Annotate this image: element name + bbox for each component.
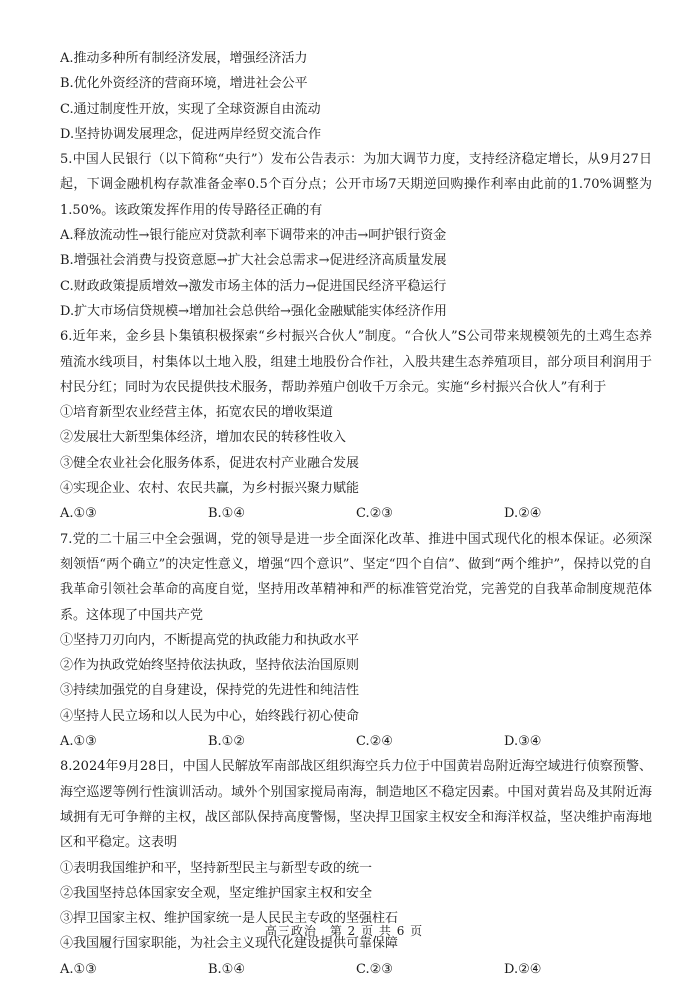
q4-option-a: A.推动多种所有制经济发展，增强经济活力 — [60, 51, 308, 66]
q8-choice-d: D.②④ — [504, 961, 542, 977]
q5-option-b: B.增强社会消费与投资意愿→扩大社会总需求→促进经济高质量发展 — [60, 253, 447, 269]
q4-option-b: B.优化外资经济的营商环境，增进社会公平 — [60, 76, 308, 92]
q8-item-3: ③捍卫国家主权、维护国家统一是人民民主专政的坚强柱石 — [60, 911, 399, 927]
q8-item-2: ②我国坚持总体国家安全观，坚定维护国家主权和安全 — [60, 885, 373, 901]
q6-choice-a: A.①③ — [60, 506, 97, 522]
q7-choice-c: C.②④ — [356, 734, 393, 750]
q8-choice-a: A.①③ — [60, 961, 97, 977]
page-content — [60, 46, 652, 982]
page-footer: 高三政治 第 2 页 共 6 页 — [264, 924, 424, 938]
q8-choices — [60, 957, 652, 982]
q7-item-3: ③持续加强党的自身建设，保持党的先进性和纯洁性 — [60, 683, 360, 699]
q6-choice-b: B.①④ — [208, 506, 245, 522]
q5-option-d: D.扩大市场信贷规模→增加社会总供给→强化金融赋能实体经济作用 — [60, 303, 447, 319]
q4-option-c: C.通过制度性开放，实现了全球资源自由流动 — [60, 101, 321, 117]
q7-choices — [60, 729, 652, 754]
q7-choice-a: A.①③ — [60, 734, 97, 750]
q6-stem: 6.近年来，金乡县卜集镇积极探索“乡村振兴合伙人”制度。“合伙人”S公司带来规模领先的土鸡生态养殖流水线项目，村集体以土地入股，组建土地股份合作社，入股共建生态养殖项目，部分项目利润用于村民分红；同时为农民提供技术服务，帮助养殖户创收千万余元。实施“乡村振兴合伙人”有利于 — [60, 329, 652, 395]
q6-item-4: ④实现企业、农村、农民共赢，为乡村振兴聚力赋能 — [60, 481, 360, 497]
q8-choice-b: B.①④ — [208, 961, 245, 977]
q5-option-a: A.释放流动性→银行能应对贷款利率下调带来的冲击→呵护银行资金 — [60, 228, 447, 244]
q7-choice-b: B.①② — [208, 734, 245, 750]
q4-option-d: D.坚持协调发展理念，促进两岸经贸交流合作 — [60, 126, 322, 142]
q6-choice-d: D.②④ — [504, 506, 542, 522]
q5-stem: 5.中国人民银行（以下简称“央行”）发布公告表示：为加大调节力度，支持经济稳定增长，从9月27日起，下调金融机构存款准备金率0.5个百分点；公开市场7天期逆回购操作利率由此前的1.70%调整为1.50%。该政策发挥作用的传导路径正确的有 — [60, 152, 652, 218]
q7-choice-d: D.③④ — [504, 734, 542, 750]
q7-stem: 7.党的二十届三中全会强调，党的领导是进一步全面深化改革、推进中国式现代化的根本保证。必须深刻领悟“两个确立”的决定性意义，增强“四个意识”、坚定“四个自信”、做到“两个维护”，保持以党的自我革命引领社会革命的高度自觉，坚持用改革精神和严的标准管党治党，完善党的自我革命制度规范体系。这体现了中国共产党 — [60, 531, 652, 623]
q8-choice-c: C.②③ — [356, 961, 393, 977]
q8-item-1: ①表明我国维护和平，坚持新型民主与新型专政的统一 — [60, 860, 373, 876]
q6-item-3: ③健全农业社会化服务体系，促进农村产业融合发展 — [60, 455, 360, 471]
q6-choices — [60, 501, 652, 526]
q7-item-2: ②作为执政党始终坚持依法执政，坚持依法治国原则 — [60, 658, 360, 674]
q6-item-1: ①培育新型农业经营主体，拓宽农民的增收渠道 — [60, 405, 334, 421]
q5-option-c: C.财政政策提质增效→激发市场主体的活力→促进国民经济平稳运行 — [60, 278, 447, 294]
q7-item-4: ④坚持人民立场和以人民为中心，始终践行初心使命 — [60, 708, 360, 724]
q8-stem: 8.2024年9月28日，中国人民解放军南部战区组织海空兵力位于中国黄岩岛附近海空域进行侦察预警、海空巡逻等例行性演训活动。域外个别国家搅局南海，制造地区不稳定因素。中国对黄岩岛及其附近海域拥有无可争辩的主权，战区部队保持高度警惕，坚决捍卫国家主权安全和海洋权益，坚决维护南海地区和平稳定。这表明 — [60, 759, 652, 851]
q6-item-2: ②发展壮大新型集体经济，增加农民的转移性收入 — [60, 430, 347, 446]
q7-item-1: ①坚持刀刃向内，不断提高党的执政能力和执政水平 — [60, 632, 360, 648]
q8-item-4: ④我国履行国家职能，为社会主义现代化建设提供可靠保障 — [60, 936, 399, 952]
q6-choice-c: C.②③ — [356, 506, 393, 522]
